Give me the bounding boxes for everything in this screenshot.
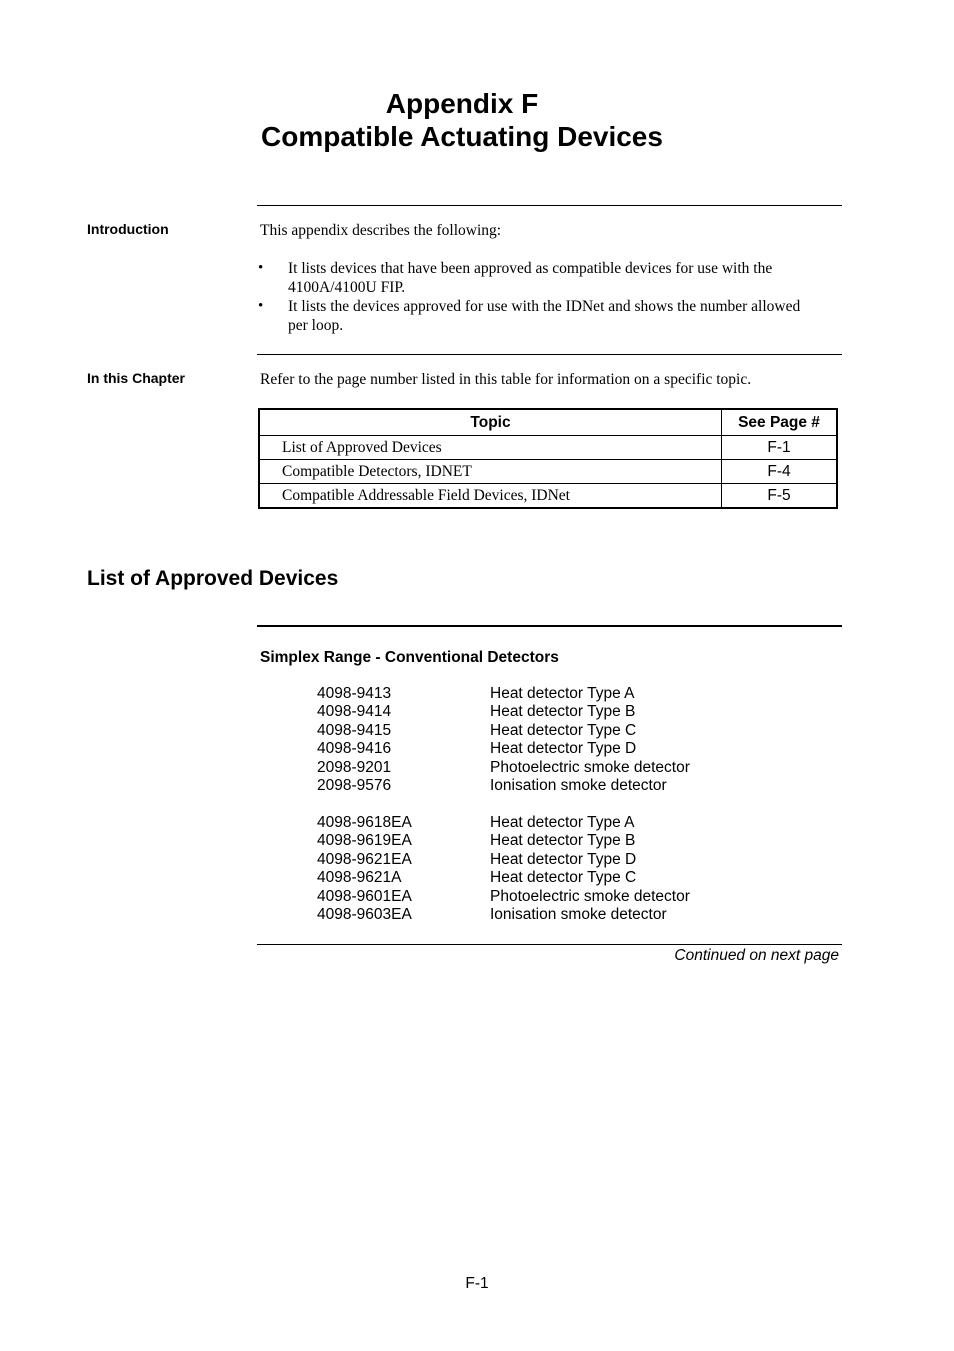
- continued-note: Continued on next page: [674, 947, 839, 964]
- device-code: 4098-9621A: [317, 869, 402, 887]
- table-row: [259, 484, 837, 509]
- bullet-text-line: per loop.: [288, 317, 344, 334]
- device-code: 4098-9413: [317, 685, 392, 702]
- topic-cell: Compatible Detectors, IDNET: [259, 460, 722, 484]
- list-item: [317, 814, 817, 832]
- list-item: [317, 722, 817, 740]
- topic-cell: List of Approved Devices: [259, 436, 722, 460]
- device-list-group-2: [317, 814, 817, 924]
- device-code: 4098-9621EA: [317, 850, 412, 868]
- list-item: [258, 297, 842, 335]
- page-column-header: See Page #: [722, 409, 838, 436]
- device-code: 4098-9601EA: [317, 887, 412, 905]
- bullet-text-line: 4100A/4100U FIP.: [288, 279, 406, 296]
- device-code: 4098-9603EA: [317, 905, 412, 923]
- page-title-line-1: Appendix F: [385, 88, 539, 119]
- device-code: 4098-9416: [317, 740, 392, 758]
- bullet-text-line: It lists the devices approved for use with the IDNet and shows the number allowed: [288, 298, 801, 315]
- list-item: [317, 906, 817, 924]
- topic-column-header: Topic: [259, 409, 722, 436]
- page-number: F-1: [465, 1275, 489, 1292]
- page-cell: F-4: [722, 460, 838, 484]
- introduction-bullet-list: [258, 259, 842, 335]
- device-description: Photoelectric smoke detector: [490, 758, 690, 776]
- section-divider: [257, 625, 842, 627]
- list-item: [317, 759, 817, 777]
- device-group-subheading: Simplex Range - Conventional Detectors: [260, 649, 559, 666]
- list-item: [317, 888, 817, 906]
- topics-table: [258, 408, 838, 509]
- list-item: [317, 869, 817, 887]
- list-item: [317, 740, 817, 758]
- device-description: Heat detector Type D: [490, 850, 637, 868]
- device-code: 2098-9576: [317, 776, 392, 794]
- device-description: Heat detector Type C: [490, 869, 637, 887]
- page-cell: F-5: [722, 484, 838, 509]
- introduction-lead: This appendix describes the following:: [260, 222, 502, 239]
- in-this-chapter-label: In this Chapter: [87, 370, 186, 386]
- device-description: Ionisation smoke detector: [490, 776, 667, 794]
- list-item: [258, 259, 842, 297]
- introduction-label: Introduction: [87, 221, 169, 237]
- device-list-group-1: [317, 685, 817, 795]
- device-description: Heat detector Type B: [490, 832, 636, 850]
- bullet-text-line: It lists devices that have been approved as compatible devices for use with the: [288, 260, 773, 277]
- section-heading: List of Approved Devices: [87, 567, 339, 590]
- device-description: Photoelectric smoke detector: [490, 887, 690, 905]
- topic-cell: Compatible Addressable Field Devices, IDNet: [259, 484, 722, 509]
- device-description: Heat detector Type D: [490, 740, 637, 758]
- section-divider: [257, 944, 842, 945]
- table-row: [259, 460, 837, 484]
- list-item: [317, 777, 817, 795]
- device-code: 4098-9414: [317, 703, 392, 721]
- bullet-icon: •: [258, 298, 264, 314]
- bullet-icon: •: [258, 260, 264, 276]
- section-divider: [257, 354, 842, 355]
- list-item: [317, 685, 817, 703]
- device-code: 4098-9618EA: [317, 814, 412, 831]
- device-description: Heat detector Type A: [490, 814, 635, 831]
- list-item: [317, 703, 817, 721]
- device-description: Heat detector Type B: [490, 703, 636, 721]
- page-title-line-2: Compatible Actuating Devices: [261, 121, 663, 152]
- in-this-chapter-lead: Refer to the page number listed in this table for information on a specific topic.: [260, 371, 752, 388]
- table-header-row: [259, 409, 837, 436]
- device-code: 4098-9415: [317, 721, 392, 739]
- device-code: 2098-9201: [317, 758, 392, 776]
- device-description: Ionisation smoke detector: [490, 905, 667, 923]
- section-divider: [257, 205, 842, 206]
- page-cell: F-1: [722, 436, 838, 460]
- device-description: Heat detector Type A: [490, 685, 635, 702]
- device-code: 4098-9619EA: [317, 832, 412, 850]
- list-item: [317, 851, 817, 869]
- device-description: Heat detector Type C: [490, 721, 637, 739]
- list-item: [317, 832, 817, 850]
- table-row: [259, 436, 837, 460]
